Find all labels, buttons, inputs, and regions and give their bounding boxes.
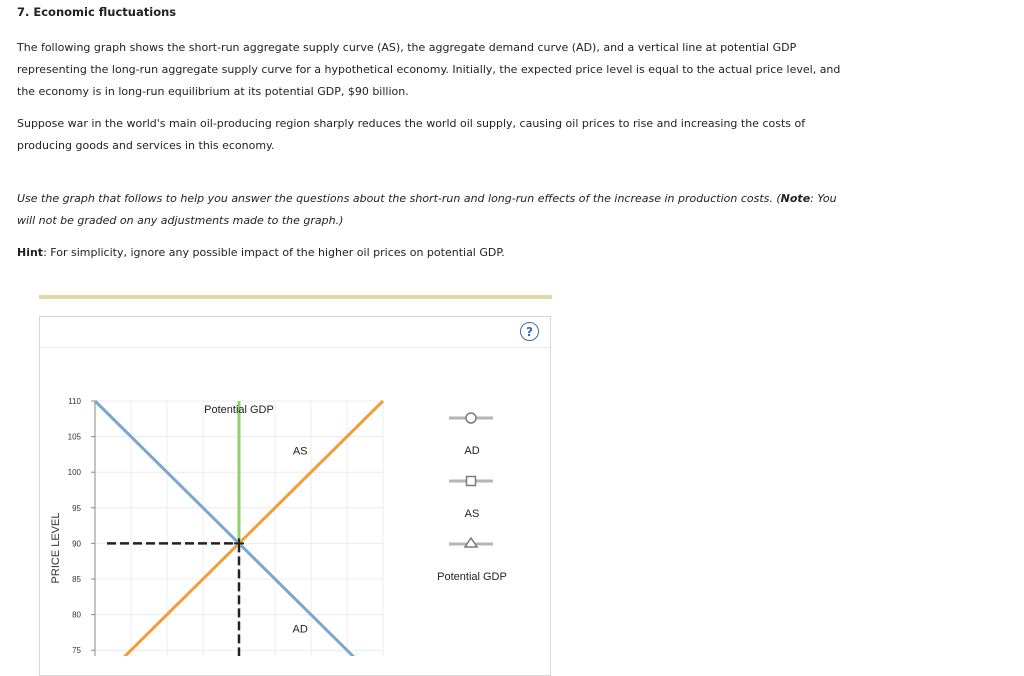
legend-label: AS — [464, 508, 480, 520]
help-button[interactable]: ? — [520, 322, 539, 341]
ad-label: AD — [292, 623, 308, 636]
circle-marker-icon — [466, 413, 476, 423]
scenario-paragraph: Suppose war in the world's main oil-producing region sharply reduces the world oil supply, causing oil prices to rise and increasing the costs of producing goods and services in this economy. — [17, 117, 806, 152]
intro-paragraph: The following graph shows the short-run aggregate supply curve (AS), the aggregate demand curve (AD), and a vertical line at potential GDP representing the long-run aggregate supply curve for a hypothetical economy. Initially, the expected price level is equal to the actual price level, and the economy is in long-run equilibrium at its potential GDP, $90 billion. — [17, 41, 841, 98]
y-tick-label: 105 — [67, 432, 81, 442]
instruction-main: Use the graph that follows to help you answer the questions about the short-run and long-run effects of the increase in production costs. ( — [17, 192, 781, 205]
as-label: AS — [292, 445, 308, 458]
legend-label: AD — [464, 445, 480, 457]
question-title: 7. Economic fluctuations — [17, 5, 177, 19]
y-tick-label: 85 — [72, 575, 81, 584]
legend-item-as[interactable] — [449, 477, 493, 521]
legend-item-ad[interactable] — [449, 413, 493, 457]
note-label: Note — [780, 192, 811, 205]
y-tick-label: 90 — [72, 539, 81, 549]
potential-gdp-label: Potential GDP — [204, 404, 274, 416]
y-tick-label: 75 — [72, 646, 81, 656]
y-tick-label: 100 — [67, 468, 81, 478]
hint-label: Hint — [17, 246, 44, 259]
instruction-rest: : You will not be graded on any adjustments made to the graph.) — [17, 192, 837, 227]
legend[interactable] — [437, 413, 507, 583]
y-tick-label: 95 — [72, 503, 81, 513]
hint-text: : For simplicity, ignore any possible impact of the higher oil prices on potential GDP. — [43, 246, 505, 259]
square-marker-icon — [467, 477, 476, 486]
y-tick-label: 80 — [72, 610, 81, 620]
legend-label: Potential GDP — [437, 571, 507, 583]
axes — [68, 397, 95, 656]
legend-item-potential-gdp[interactable] — [437, 538, 507, 583]
y-tick-label: 110 — [68, 397, 81, 406]
y-axis-title: PRICE LEVEL — [50, 512, 62, 584]
